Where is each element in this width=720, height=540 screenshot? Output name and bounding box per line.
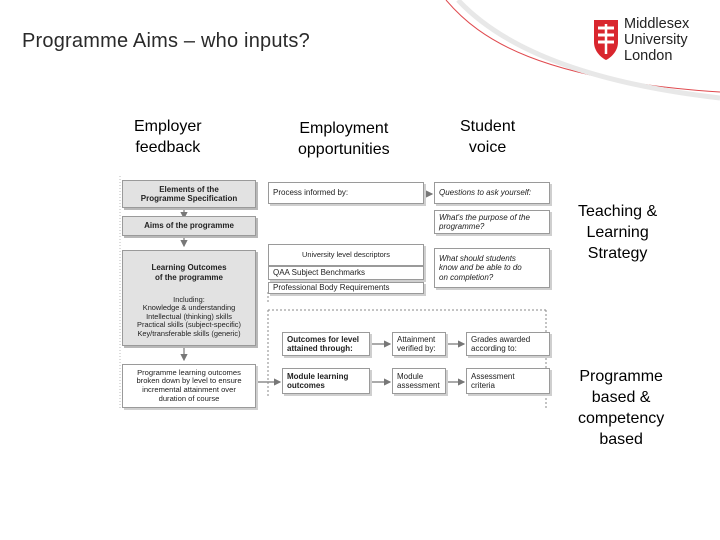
professional-body-box: Professional Body Requirements (268, 282, 424, 294)
process-informed-box: Process informed by: (268, 182, 424, 204)
logo-line-3: London (624, 48, 673, 64)
learning-outcomes-box: Learning Outcomes of the programme (122, 250, 256, 346)
level-breakdown-box: Programme learning outcomes broken down by level to ensure incremental attainment over duration of course (122, 364, 256, 408)
skills-list: Including: Knowledge & understanding Intellectual (thinking) skills Practical skills (subject-specific) Key/transferable skills (generic) (137, 295, 241, 338)
grades-awarded-box: Grades awarded according to: (466, 332, 550, 356)
know-box: What should students know and be able to do on completion? (434, 248, 550, 288)
elements-spec-box: Elements of the Programme Specification (122, 180, 256, 208)
module-assessment-box: Module assessment (392, 368, 446, 394)
university-crest-icon (592, 18, 620, 62)
assessment-criteria-box: Assessment criteria (466, 368, 550, 394)
employment-opportunities-label: Employment opportunities (298, 120, 390, 158)
logo-line-2: University (624, 32, 688, 48)
module-outcomes-box: Module learning outcomes (282, 368, 370, 394)
teaching-learning-strategy-label: Teaching & Learning Strategy (578, 203, 658, 262)
purpose-box: What's the purpose of the programme? (434, 210, 550, 234)
outcomes-attained-box: Outcomes for level attained through: (282, 332, 370, 356)
programme-specification-diagram (116, 172, 556, 412)
university-logo (592, 16, 702, 68)
qaa-box: QAA Subject Benchmarks (268, 266, 424, 280)
slide-title: Programme Aims – who inputs? (22, 30, 310, 52)
questions-box: Questions to ask yourself: (434, 182, 550, 204)
university-descriptors-box: University level descriptors (268, 244, 424, 266)
programme-competency-label: Programme based & competency based (578, 368, 665, 448)
aims-box: Aims of the programme (122, 216, 256, 236)
attainment-verified-box: Attainment verified by: (392, 332, 446, 356)
logo-line-1: Middlesex (624, 16, 690, 32)
student-voice-label: Student voice (460, 118, 516, 156)
employer-feedback-label: Employer feedback (134, 118, 202, 156)
